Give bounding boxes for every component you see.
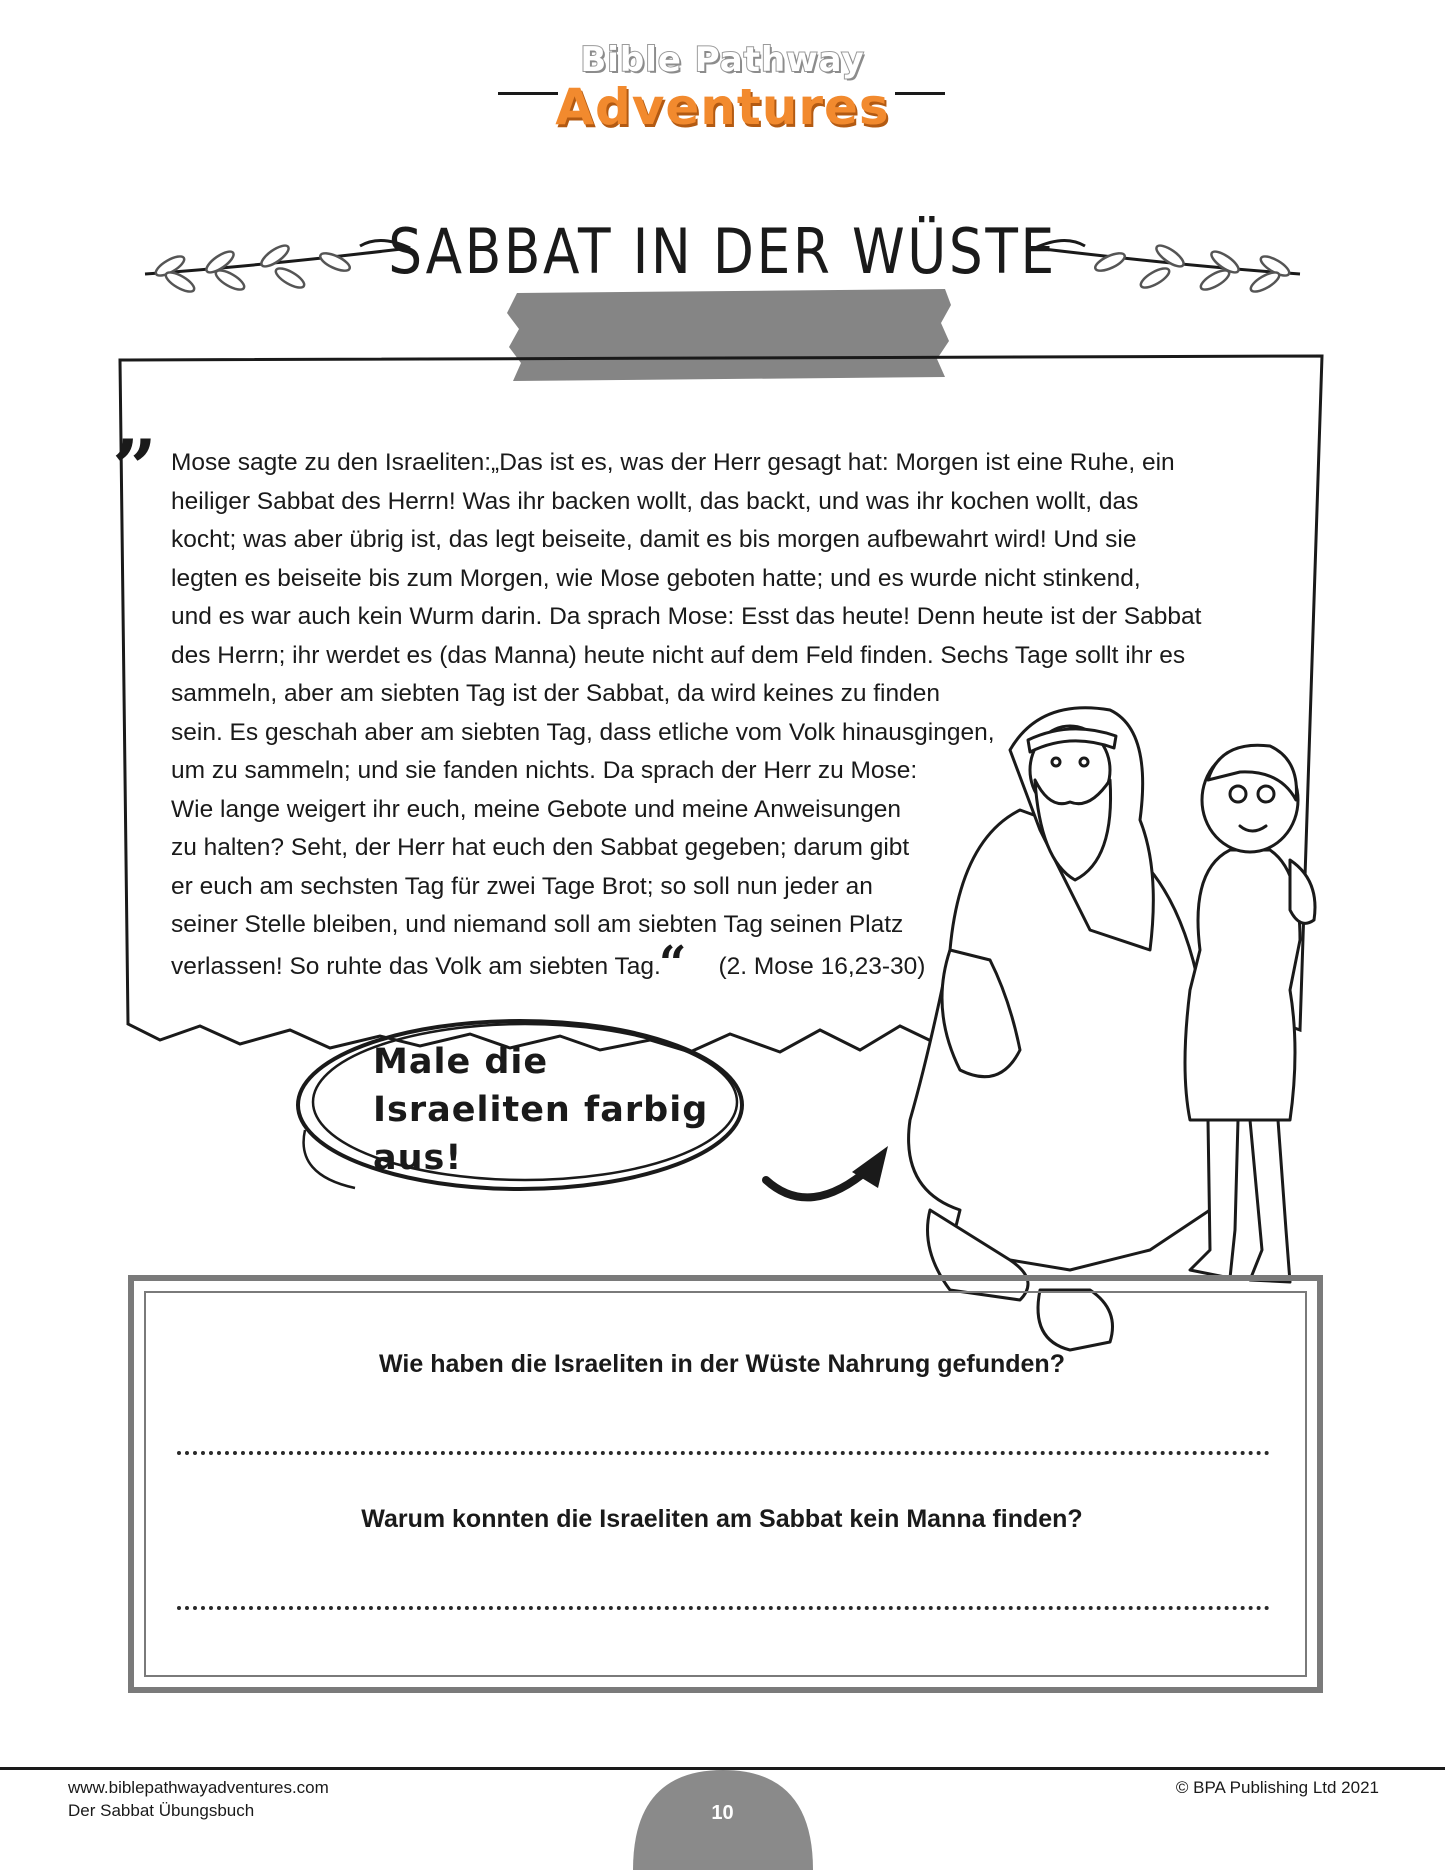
quote-line: heiliger Sabbat des Herrn! Was ihr backen wollt, das backt, und was ihr kochen wollt, das — [171, 487, 1139, 515]
footer-book-title: Der Sabbat Übungsbuch — [68, 1801, 255, 1820]
page-number: 10 — [711, 1802, 734, 1824]
quote-line: um zu sammeln; und sie fanden nichts. Da sprach der Herr zu Mose: — [171, 757, 918, 784]
answer-line-1[interactable] — [177, 1451, 1270, 1455]
footer-copyright: © BPA Publishing Ltd 2021 — [1175, 1778, 1379, 1797]
question-2: Warum konnten die Israeliten am Sabbat kein Manna finden? — [361, 1505, 1083, 1533]
quote-line: zu halten? Seht, der Herr hat euch den Sabbat gegeben; darum gibt — [171, 834, 910, 861]
instruction-line: Male die — [373, 1042, 549, 1082]
quote-line: sein. Es geschah aber am siebten Tag, dass etliche vom Volk hinausgingen, — [171, 718, 995, 746]
footer-website[interactable]: www.biblepathwayadventures.com — [68, 1778, 329, 1797]
question-1: Wie haben die Israeliten in der Wüste Nahrung gefunden? — [379, 1350, 1065, 1378]
open-quote-icon: ” — [112, 423, 157, 514]
quote-line: Mose sagte zu den Israeliten:„Das ist es, was der Herr gesagt hat: Morgen ist eine Ruhe, ein — [171, 449, 1175, 476]
quote-line: legten es beiseite bis zum Morgen, wie Mose geboten hatte; und es wurde nicht stinkend, — [171, 564, 1141, 592]
quote-line: des Herrn; ihr werdet es (das Manna) heute nicht auf dem Feld finden. Sechs Tage sollt ihr es — [171, 641, 1186, 669]
page-title: SABBAT IN DER WÜSTE — [388, 215, 1057, 288]
quote-line: seiner Stelle bleiben, und niemand soll am siebten Tag seinen Platz — [171, 911, 904, 938]
scripture-reference: (2. Mose 16,23-30) — [718, 952, 926, 980]
quote-line: kocht; was aber übrig ist, das legt beiseite, damit es bis morgen aufbewahrt wird! Und sie — [171, 526, 1137, 553]
quote-line: und es war auch kein Wurm darin. Da sprach Mose: Esst das heute! Denn heute ist der Sabbat — [171, 603, 1202, 630]
logo-text-bottom: Adventures — [555, 78, 890, 136]
logo-text-top: Bible Pathway — [580, 40, 865, 80]
quote-line: sammeln, aber am siebten Tag ist der Sabbat, da wird keines zu finden — [171, 680, 940, 707]
close-quote-icon: “ — [658, 935, 687, 992]
quote-line: verlassen! So ruhte das Volk am siebten Tag. — [171, 952, 661, 980]
quote-line: Wie lange weigert ihr euch, meine Gebote und meine Anweisungen — [171, 795, 901, 823]
answer-line-2[interactable] — [177, 1606, 1270, 1610]
instruction-line: aus! — [373, 1138, 463, 1178]
quote-line: er euch am sechsten Tag für zwei Tage Brot; so soll nun jeder an — [171, 872, 873, 900]
instruction-line: Israeliten farbig — [373, 1090, 709, 1130]
